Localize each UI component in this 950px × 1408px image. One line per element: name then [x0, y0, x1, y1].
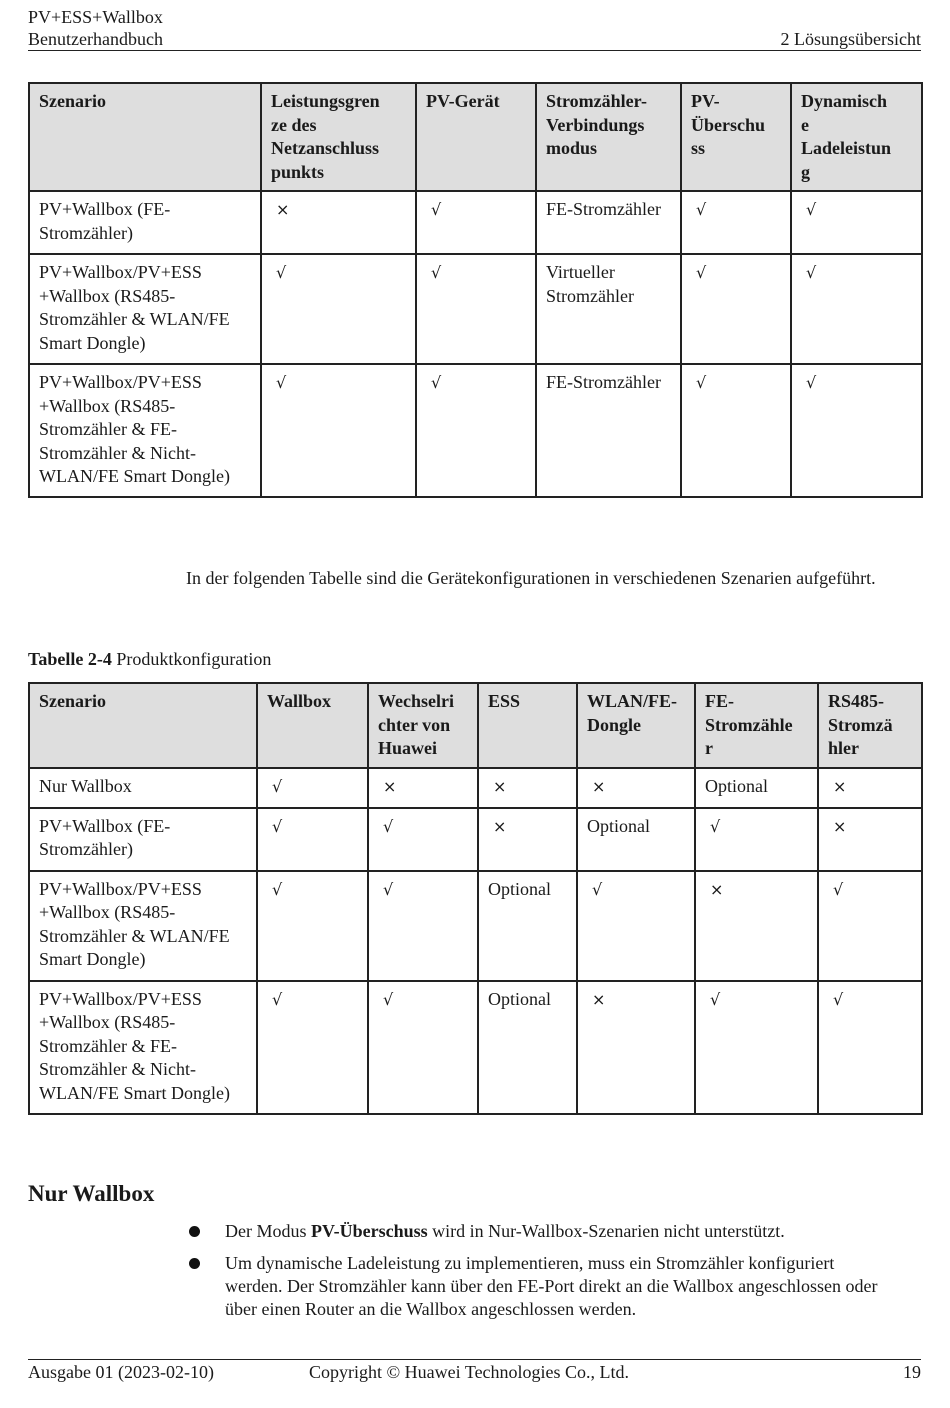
page-header: [28, 6, 921, 51]
table-cell: FE-Stromzähler: [536, 191, 681, 254]
col-header-pv-surplus: PV- Überschu ss: [681, 83, 791, 191]
header-chapter: 2 Lösungsübersicht: [780, 29, 921, 49]
col-header-power-limit: Leistungsgren ze des Netzanschluss punkts: [261, 83, 416, 191]
table-cell: √: [416, 191, 536, 254]
col-header-ess: ESS: [478, 683, 577, 768]
table-cell: √: [368, 871, 478, 981]
table-cell: Optional: [695, 768, 818, 808]
table-cell: √: [261, 254, 416, 364]
table-cell: ×: [695, 871, 818, 981]
table-cell-scenario: PV+Wallbox/PV+ESS +Wallbox (RS485- Stromzähler & FE- Stromzähler & Nicht- WLAN/FE Smart Dongle): [29, 364, 261, 497]
table-header-row: [29, 83, 922, 191]
table-cell: ×: [818, 768, 922, 808]
table-cell: √: [681, 364, 791, 497]
table-row: [29, 768, 922, 808]
table-caption-label: Tabelle 2-4: [28, 649, 112, 669]
col-header-pv-device: PV-Gerät: [416, 83, 536, 191]
table-header-row: [29, 683, 922, 768]
col-header-fe-meter: FE- Stromzähle r: [695, 683, 818, 768]
bullet-text: Der Modus: [225, 1221, 311, 1241]
table-cell: √: [416, 364, 536, 497]
header-product: PV+ESS+Wallbox: [28, 7, 163, 27]
section-title: Nur Wallbox: [28, 1181, 155, 1206]
table-row: [29, 191, 922, 254]
table-cell: √: [257, 808, 368, 871]
list-item: [186, 1220, 896, 1243]
table-cell: √: [818, 871, 922, 981]
col-header-wallbox: Wallbox: [257, 683, 368, 768]
table-cell: √: [416, 254, 536, 364]
footer-edition: Ausgabe 01 (2023-02-10): [28, 1362, 214, 1382]
table-cell: √: [261, 364, 416, 497]
intro-paragraph: In der folgenden Tabelle sind die Gerätekonfigurationen in verschiedenen Szenarien aufgeführt.: [186, 568, 876, 588]
table-cell: ×: [577, 981, 695, 1114]
table-cell: √: [577, 871, 695, 981]
col-header-scenario: Szenario: [29, 683, 257, 768]
bullet-dot-icon: [189, 1258, 200, 1269]
col-header-meter-mode: Stromzähler- Verbindungs modus: [536, 83, 681, 191]
col-header-dynamic-charging: Dynamisch e Ladeleistun g: [791, 83, 922, 191]
footer-copyright: Copyright © Huawei Technologies Co., Ltd.: [309, 1362, 630, 1382]
table-cell: ×: [577, 768, 695, 808]
bullet-bold-term: PV-Überschuss: [311, 1221, 428, 1241]
table-cell: ×: [818, 808, 922, 871]
table-cell: ×: [478, 808, 577, 871]
table-cell: ×: [478, 768, 577, 808]
table-cell-scenario: PV+Wallbox/PV+ESS +Wallbox (RS485- Stromzähler & FE- Stromzähler & Nicht- WLAN/FE Smart Dongle): [29, 981, 257, 1114]
table-row: [29, 364, 922, 497]
scenario-feature-table: [28, 82, 923, 498]
table-cell-scenario: PV+Wallbox (FE- Stromzähler): [29, 191, 261, 254]
table-caption-text: Produktkonfiguration: [111, 649, 272, 669]
table-caption: [28, 648, 271, 671]
bullet-text: Um dynamische Ladeleistung zu implementieren, muss ein Stromzähler konfiguriert werden. Der Stromzähler kann über den FE-Port direkt an die Wallbox angeschlossen oder über einen Router an die Wallbox angeschlossen werden.: [225, 1253, 878, 1319]
table-row: [29, 254, 922, 364]
footer-page-number: 19: [903, 1362, 921, 1382]
table-cell-scenario: PV+Wallbox/PV+ESS +Wallbox (RS485- Stromzähler & WLAN/FE Smart Dongle): [29, 254, 261, 364]
page-footer: [28, 1359, 921, 1382]
table-cell: √: [791, 254, 922, 364]
table-cell: √: [257, 768, 368, 808]
header-doc-type: Benutzerhandbuch: [28, 29, 163, 49]
table-cell: √: [368, 808, 478, 871]
table-cell: √: [257, 981, 368, 1114]
table-row: [29, 981, 922, 1114]
col-header-inverter: Wechselri chter von Huawei: [368, 683, 478, 768]
table-cell-scenario: Nur Wallbox: [29, 768, 257, 808]
col-header-rs485-meter: RS485- Stromzä hler: [818, 683, 922, 768]
table-cell: √: [257, 871, 368, 981]
table-cell: FE-Stromzähler: [536, 364, 681, 497]
table-cell: √: [681, 191, 791, 254]
product-configuration-table: [28, 682, 923, 1115]
table-cell: Optional: [577, 808, 695, 871]
bullet-dot-icon: [189, 1226, 200, 1237]
table-cell: √: [368, 981, 478, 1114]
table-row: [29, 808, 922, 871]
table-row: [29, 871, 922, 981]
table-cell: √: [695, 981, 818, 1114]
table-cell: √: [791, 191, 922, 254]
list-item: [186, 1252, 896, 1321]
table-cell: √: [791, 364, 922, 497]
table-cell: ×: [368, 768, 478, 808]
table-cell: √: [681, 254, 791, 364]
table-cell-scenario: PV+Wallbox/PV+ESS +Wallbox (RS485- Stromzähler & WLAN/FE Smart Dongle): [29, 871, 257, 981]
table-cell: ×: [261, 191, 416, 254]
table-cell: Optional: [478, 871, 577, 981]
bullet-text: wird in Nur-Wallbox-Szenarien nicht unterstützt.: [427, 1221, 785, 1241]
table-cell: Virtueller Stromzähler: [536, 254, 681, 364]
bullet-list: [186, 1220, 896, 1330]
table-cell: Optional: [478, 981, 577, 1114]
table-cell: √: [818, 981, 922, 1114]
col-header-dongle: WLAN/FE- Dongle: [577, 683, 695, 768]
table-cell: √: [695, 808, 818, 871]
col-header-scenario: Szenario: [29, 83, 261, 191]
table-cell-scenario: PV+Wallbox (FE- Stromzähler): [29, 808, 257, 871]
